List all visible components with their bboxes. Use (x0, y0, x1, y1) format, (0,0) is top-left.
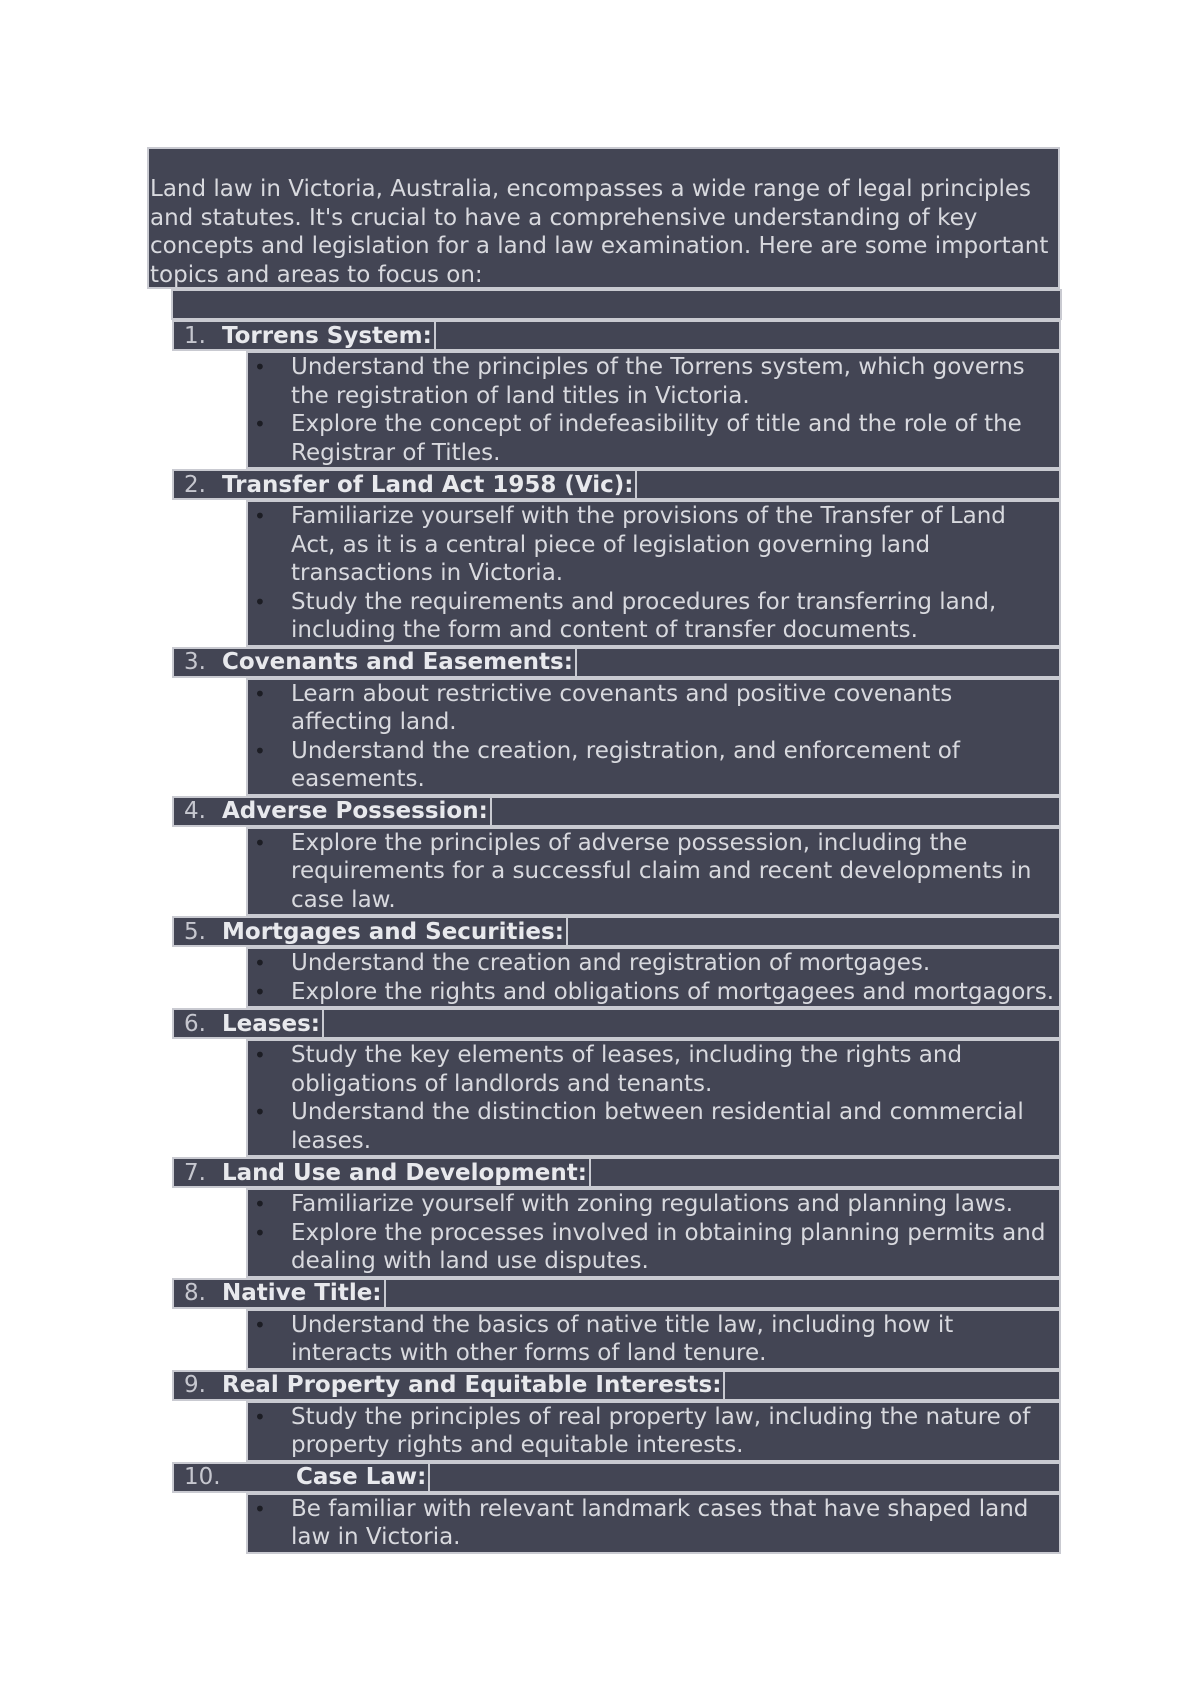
list-item: • Understand the creation and registration of mortgages. (248, 949, 1059, 978)
list-item: • Understand the principles of the Torrens system, which governs the registration of land titles in Victoria. (248, 353, 1059, 410)
list-item: • Explore the processes involved in obtaining planning permits and dealing with land use disputes. (248, 1219, 1059, 1276)
list-item: • Study the requirements and procedures for transferring land, including the form and content of transfer documents. (248, 588, 1059, 645)
topic-points (246, 678, 1061, 796)
topic-points (246, 351, 1061, 469)
topic-title: Case Law: (296, 1464, 430, 1491)
topic-heading (172, 1278, 1061, 1309)
list-item: • Learn about restrictive covenants and positive covenants affecting land. (248, 680, 1059, 737)
topic-section (147, 469, 1062, 647)
topic-number: 4. (184, 798, 206, 824)
list-item: • Understand the creation, registration, and enforcement of easements. (248, 737, 1059, 794)
topic-title: Torrens System: (222, 322, 436, 349)
topic-number: 5. (184, 918, 206, 945)
topic-heading (172, 1462, 1061, 1493)
topic-heading (172, 647, 1061, 678)
topic-heading (172, 1157, 1061, 1188)
topic-heading (172, 796, 1061, 827)
topic-points (246, 1493, 1061, 1554)
topic-number: 6. (184, 1010, 206, 1037)
list-item: • Understand the distinction between residential and commercial leases. (248, 1098, 1059, 1155)
topic-section (147, 1370, 1062, 1462)
topic-points (246, 947, 1061, 1008)
topic-section (147, 1157, 1062, 1278)
topic-points (246, 1188, 1061, 1278)
list-item: • Study the key elements of leases, including the rights and obligations of landlords and tenants. (248, 1041, 1059, 1098)
topic-section (147, 1462, 1062, 1554)
topic-section (147, 1278, 1062, 1370)
topic-section (147, 1008, 1062, 1157)
topic-title: Adverse Possession: (222, 798, 492, 825)
topic-number: 8. (184, 1280, 206, 1306)
topic-section (147, 916, 1062, 1008)
topic-number: 3. (184, 649, 206, 675)
list-item: • Familiarize yourself with zoning regulations and planning laws. (248, 1190, 1059, 1219)
list-item: • Be familiar with relevant landmark cases that have shaped land law in Victoria. (248, 1495, 1059, 1552)
topic-heading (172, 1370, 1061, 1401)
topic-section (147, 320, 1062, 469)
list-item: • Explore the principles of adverse possession, including the requirements for a successful claim and recent developments in case law. (248, 829, 1059, 915)
topic-title: Covenants and Easements: (222, 649, 577, 676)
topic-title: Native Title: (222, 1280, 386, 1307)
list-item: • Explore the rights and obligations of mortgagees and mortgagors. (248, 978, 1059, 1007)
topic-title: Transfer of Land Act 1958 (Vic): (222, 471, 637, 498)
list-item: • Explore the concept of indefeasibility of title and the role of the Registrar of Titles. (248, 410, 1059, 467)
list-item: • Understand the basics of native title law, including how it interacts with other forms of land tenure. (248, 1311, 1059, 1368)
topic-title: Mortgages and Securities: (222, 918, 568, 945)
topic-section (147, 796, 1062, 917)
topic-heading (172, 916, 1061, 947)
topic-number: 2. (184, 471, 206, 498)
document-body (147, 147, 1062, 1554)
topic-points (246, 500, 1061, 647)
topic-points (246, 1309, 1061, 1370)
topic-heading (172, 1008, 1061, 1039)
topic-title: Land Use and Development: (222, 1159, 591, 1186)
topic-title: Real Property and Equitable Interests: (222, 1372, 725, 1399)
topic-points (246, 827, 1061, 917)
topic-title: Leases: (222, 1010, 324, 1037)
topic-number: 1. (184, 322, 206, 349)
topic-number: 7. (184, 1159, 206, 1186)
topic-number: 9. (184, 1372, 206, 1398)
topic-heading (172, 469, 1061, 500)
topic-points (246, 1401, 1061, 1462)
list-item: • Familiarize yourself with the provisions of the Transfer of Land Act, as it is a central piece of legislation governing land transactions in Victoria. (248, 502, 1059, 588)
topic-number: 10. (184, 1464, 221, 1490)
topic-heading (172, 320, 1061, 351)
intro-paragraph: Land law in Victoria, Australia, encompasses a wide range of legal principles and statutes. It's crucial to have a comprehensive understanding of key concepts and legislation for a land law examination. Here are some important topics and areas to focus on: (147, 147, 1060, 289)
topic-section (147, 647, 1062, 796)
empty-row (171, 289, 1062, 320)
topics-list (147, 320, 1062, 1554)
topic-points (246, 1039, 1061, 1157)
list-item: • Study the principles of real property law, including the nature of property rights and equitable interests. (248, 1403, 1059, 1460)
